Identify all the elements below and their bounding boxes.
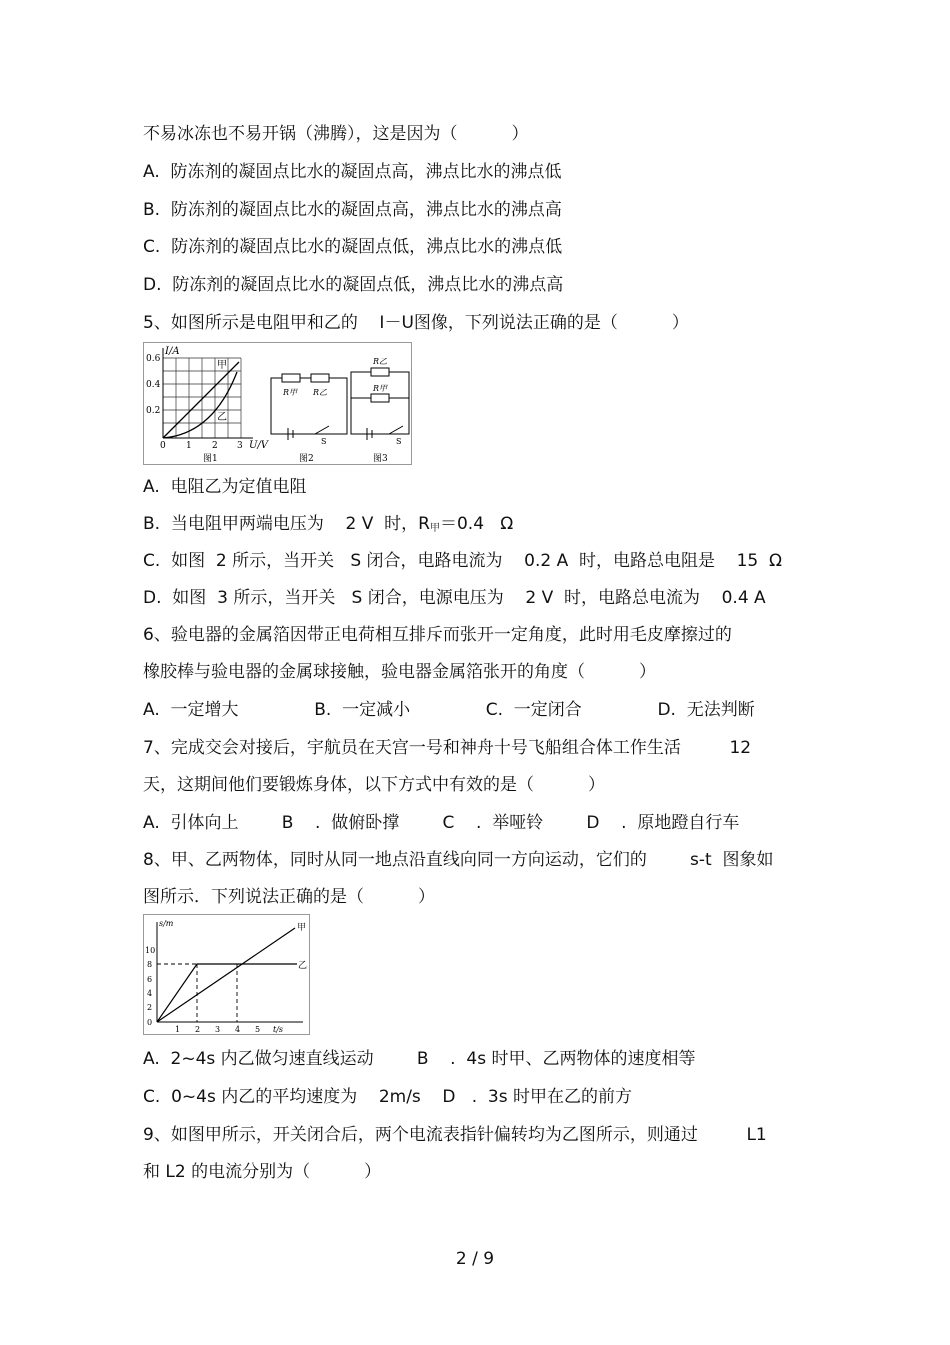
y-tick: 0 <box>147 1018 153 1027</box>
q5-option-b-tail: ＝0.4 Ω <box>439 514 514 534</box>
circuit-2 <box>271 374 347 440</box>
x-axis-label: t/s <box>273 1025 284 1034</box>
switch-label: S <box>321 437 327 446</box>
y-tick: 0.2 <box>146 406 161 416</box>
question-6-cont: 橡胶棒与验电器的金属球接触，验电器金属箔张开的角度（ ） <box>143 662 657 682</box>
question-9: 9、如图甲所示，开关闭合后，两个电流表指针偏转均为乙图所示，则通过 L1 <box>143 1125 767 1145</box>
option-b: B. 防冻剂的凝固点比水的凝固点高，沸点比水的沸点高 <box>143 200 562 220</box>
r-yi-label-3: R乙 <box>373 357 388 366</box>
q5-option-d: D. 如图 3 所示，当开关 S 闭合，电源电压为 2 V 时，电路总电流为 0.4 A <box>143 588 766 608</box>
q5-option-a: A. 电阻乙为定值电阻 <box>143 477 307 497</box>
q5-option-c: C. 如图 2 所示，当开关 S 闭合，电路电流为 0.2 A 时，电路总电阻是 15 Ω <box>143 551 783 571</box>
curve-yi-label: 乙 <box>217 412 227 423</box>
switch-label-3: S <box>396 437 402 446</box>
caption-fig1: 图1 <box>203 454 218 464</box>
question-7-cont: 天，这期间他们要锻炼身体，以下方式中有效的是（ ） <box>143 775 606 795</box>
option-d: D. 防冻剂的凝固点比水的凝固点低，沸点比水的沸点高 <box>143 275 564 295</box>
y-tick: 2 <box>147 1003 153 1012</box>
x-tick: 3 <box>215 1025 221 1034</box>
x-tick: 0 <box>160 441 166 451</box>
q5-option-b <box>143 513 513 540</box>
line-jia-label: 甲 <box>297 923 307 933</box>
question-7: 7、完成交会对接后，宇航员在天宫一号和神舟十号飞船组合体工作生活 12 <box>143 738 752 758</box>
curve-jia-label: 甲 <box>217 360 227 371</box>
q5-option-b-text: B. 当电阻甲两端电压为 2 V 时，R <box>143 514 430 534</box>
y-tick: 0.4 <box>146 380 161 390</box>
line-yi-label: 乙 <box>298 961 308 971</box>
q6-options: A. 一定增大 B. 一定减小 C. 一定闭合 D. 无法判断 <box>143 700 755 720</box>
y-tick: 8 <box>147 960 153 969</box>
y-tick: 10 <box>145 946 156 955</box>
y-tick: 6 <box>147 975 153 984</box>
x-tick: 3 <box>237 441 243 451</box>
page-number: 2 / 9 <box>455 1249 495 1269</box>
caption-fig3: 图3 <box>373 454 388 464</box>
r-yi-label: R乙 <box>313 388 328 397</box>
caption-fig2: 图2 <box>299 454 314 464</box>
circuit-3 <box>351 368 409 440</box>
u-axis-label: U/V <box>249 440 269 451</box>
x-tick: 2 <box>212 441 218 451</box>
x-tick: 5 <box>255 1025 261 1034</box>
q7-options: A. 引体向上 B . 做俯卧撑 C . 举哑铃 D . 原地蹬自行车 <box>143 813 740 833</box>
q8-figure <box>143 914 311 1040</box>
text-line: 不易冰冻也不易开锅（沸腾），这是因为（ ） <box>143 124 529 144</box>
question-9-cont: 和 L2 的电流分别为（ ） <box>143 1162 382 1182</box>
r-jia-label: R甲 <box>283 388 298 397</box>
x-tick: 1 <box>175 1025 181 1034</box>
question-8: 8、甲、乙两物体，同时从同一地点沿直线向同一方向运动，它们的 s-t 图象如 <box>143 850 774 870</box>
q5-figure <box>143 342 413 470</box>
q8-figure-svg <box>143 914 311 1036</box>
option-c: C. 防冻剂的凝固点比水的凝固点低，沸点比水的沸点低 <box>143 237 563 257</box>
option-a: A. 防冻剂的凝固点比水的凝固点高，沸点比水的沸点低 <box>143 162 562 182</box>
x-tick: 2 <box>195 1025 201 1034</box>
question-5: 5、如图所示是电阻甲和乙的 I－U图像，下列说法正确的是（ ） <box>143 313 689 333</box>
y-tick: 0.6 <box>146 354 161 364</box>
subscript: 甲 <box>429 523 440 534</box>
line-jia <box>157 928 295 1022</box>
question-8-cont: 图所示．下列说法正确的是（ ） <box>143 887 436 907</box>
y-axis-label: s/m <box>159 919 174 928</box>
q8-options-ab: A. 2~4s 内乙做匀速直线运动 B . 4s 时甲、乙两物体的速度相等 <box>143 1049 696 1069</box>
i-axis-label: I/A <box>165 346 180 357</box>
line-yi <box>157 964 297 1022</box>
question-6: 6、验电器的金属箔因带正电荷相互排斥而张开一定角度，此时用毛皮摩擦过的 <box>143 625 732 645</box>
r-jia-label-3: R甲 <box>373 384 388 393</box>
q8-options-cd: C. 0~4s 内乙的平均速度为 2m/s D . 3s 时甲在乙的前方 <box>143 1087 632 1107</box>
curve-yi <box>163 372 237 438</box>
x-tick: 4 <box>235 1025 241 1034</box>
q5-figure-svg <box>143 342 413 466</box>
x-tick: 1 <box>186 441 192 451</box>
y-tick: 4 <box>147 989 153 998</box>
curve-jia <box>163 362 239 438</box>
